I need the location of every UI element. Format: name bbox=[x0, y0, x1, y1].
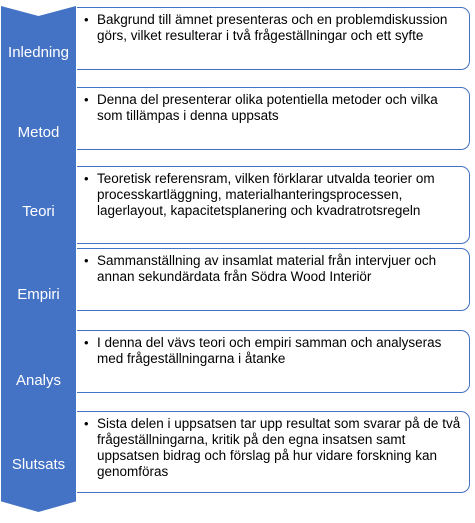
step-description-box bbox=[77, 330, 470, 393]
step-label: Slutsats bbox=[11, 456, 66, 473]
step-description bbox=[83, 171, 463, 219]
step-description-text: Bakgrund till ämnet presenteras och en problemdiskussion görs, vilket resulterar i två frågeställningar och ett syfte bbox=[97, 12, 448, 43]
bullet-icon: • bbox=[84, 12, 89, 27]
bullet-icon: • bbox=[84, 171, 89, 186]
step-description-box bbox=[77, 166, 470, 244]
step-label: Metod bbox=[17, 124, 60, 141]
step-label: Teori bbox=[22, 203, 55, 220]
step-description-text: I denna del vävs teori och empiri samman och analyseras med frågeställningarna i åtanke bbox=[97, 335, 442, 366]
step-label: Analys bbox=[15, 372, 62, 389]
step-description bbox=[83, 12, 463, 44]
step-description bbox=[83, 335, 463, 367]
step-description-box bbox=[77, 411, 470, 493]
step-description-text: Sista delen i uppsatsen tar upp resultat som svarar på de två frågeställningarna, kritik på den egna insatsen samt uppsatsen bidrag och förslag på hur vidare forskning kan genomföras bbox=[97, 416, 461, 479]
step-label: Inledning bbox=[8, 44, 69, 61]
step-label: Empiri bbox=[17, 286, 60, 303]
step-description-text: Teoretisk referensram, vilken förklarar utvalda teorier om processkartläggning, materialhanteringsprocessen, lagerlayout, kapacitetsplanering och kvadratrotsregeln bbox=[97, 171, 435, 218]
step-description-text: Sammanställning av insamlat material från intervjuer och annan sekundärdata från Södra Wood Interiör bbox=[97, 253, 437, 284]
step-description bbox=[83, 92, 463, 124]
step-description-box bbox=[77, 248, 470, 311]
bullet-icon: • bbox=[84, 335, 89, 350]
step-description-box bbox=[77, 7, 470, 70]
step-description bbox=[83, 416, 463, 480]
bullet-icon: • bbox=[84, 416, 89, 431]
step-description-text: Denna del presenterar olika potentiella metoder och vilka som tillämpas i denna uppsats bbox=[97, 92, 438, 123]
bullet-icon: • bbox=[84, 253, 89, 268]
step-description bbox=[83, 253, 463, 285]
bullet-icon: • bbox=[84, 92, 89, 107]
step-description-box bbox=[77, 87, 470, 150]
